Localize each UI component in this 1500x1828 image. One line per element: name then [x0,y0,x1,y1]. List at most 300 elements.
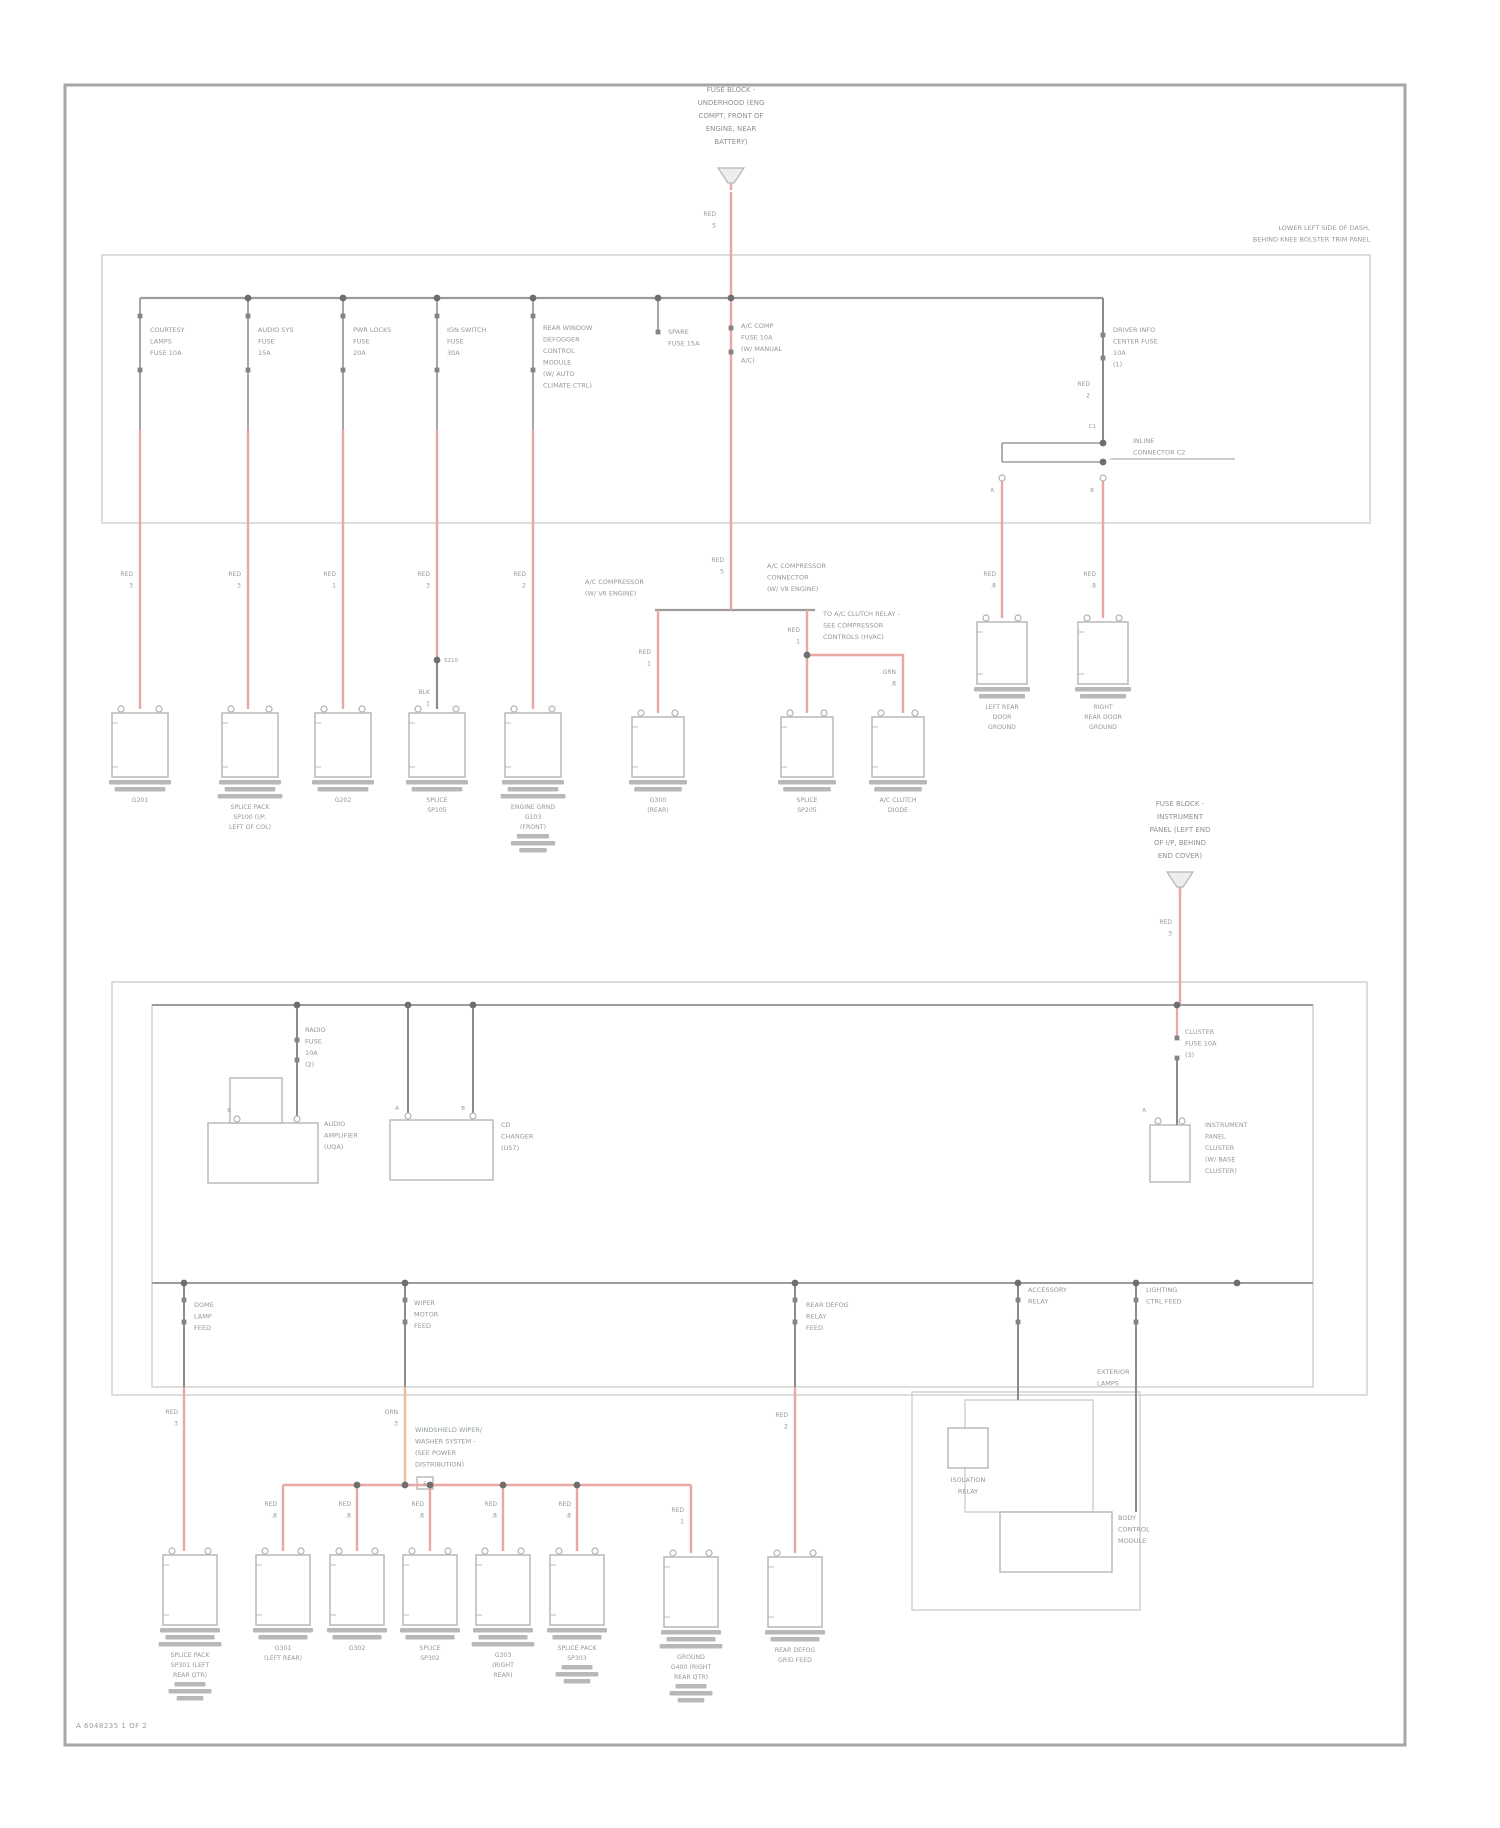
ground-component [765,1550,825,1642]
diagram-label: LAMPS [1097,1379,1119,1388]
terminal-pin [295,1038,300,1043]
diagram-label: RED [417,571,430,578]
connector-pin-icon [983,615,989,621]
diagram-label: FUSE 15A [668,339,700,348]
connector-pin-icon [453,706,459,712]
diagram-label: RED [703,211,716,218]
diagram-label: MOTOR [414,1310,439,1319]
diagram-label: 15A [258,349,271,357]
ground-component [218,706,283,799]
ground-bar-icon [765,1630,825,1635]
ground-component [974,615,1030,699]
terminal-pin [729,326,734,331]
diagram-label: REAR DEFOG [806,1301,849,1309]
ground-component [629,710,687,792]
diagram-label: BODY [1118,1514,1137,1522]
diagram-label: .8 [890,680,896,688]
diagram-label: RED [775,1412,788,1419]
diagram-label: BEHIND KNEE BOLSTER TRIM PANEL [1252,235,1370,244]
diagram-label: .8 [418,1512,424,1520]
ground-bar-icon [312,780,374,785]
ground-component [327,1548,387,1640]
component-label: LEFT REAR [985,704,1019,711]
diagram-label: FEED [414,1322,431,1330]
component-label: REAR DOOR [1084,714,1122,721]
diagram-label: RELAY [957,1487,979,1496]
diagram-label: RED [264,1501,277,1508]
ground-bar-icon [406,780,468,785]
diagram-label: (W/ MANUAL [741,345,782,353]
diagram-label: FUSE [258,337,275,346]
connector-pin-icon [1155,1118,1161,1124]
connector-pin-icon [549,706,555,712]
diagram-label: 30A [447,349,460,357]
diagram-label: (2) [305,1060,315,1069]
fuse-block-title: BATTERY) [714,138,748,146]
ground-bar-icon [564,1679,591,1684]
connector-pin-icon [266,706,272,712]
fuse-block-title: PANEL (LEFT END [1149,826,1211,834]
junction-dot [340,295,347,302]
terminal-pin [1134,1298,1139,1303]
component-label: SPLICE [796,797,818,804]
ground-component [778,710,836,792]
component-label: GRID FEED [778,1657,812,1664]
diagram-label: LIGHTING [1146,1286,1178,1294]
diagram-label: FUSE 10A [741,333,773,342]
diagram-label: RED [338,1501,351,1508]
ground-bar-icon [318,787,369,792]
diagram-label: RED [120,571,133,578]
diagram-label: FUSE 10A [150,349,182,357]
component-label: A/C CLUTCH [879,797,917,804]
component-body [550,1555,604,1625]
terminal-pin [531,368,536,373]
connector-pin-icon [156,706,162,712]
junction-dot [1234,1280,1241,1287]
diagram-label: (SEE POWER [415,1449,457,1457]
lower-right-region [912,1392,1140,1610]
diagram-label: 10A [305,1049,318,1057]
ground-bar-icon [405,1635,454,1640]
component-label: G301 [274,1645,292,1652]
connector-pin-icon [810,1550,816,1556]
ground-bar-icon [472,1642,535,1647]
fuse-block-title: FUSE BLOCK - [706,86,756,94]
diagram-label: RED [983,571,996,578]
diagram-label: RED [323,571,336,578]
component-body [256,1555,310,1625]
ground-bar-icon [332,1635,381,1640]
ground-component [547,1548,607,1684]
fuse-block-title: FUSE BLOCK - [1155,800,1205,808]
component-body [476,1555,530,1625]
component-label: REAR) [493,1672,513,1679]
diagram-label: MODULE [1118,1537,1147,1545]
diagram-label: AUDIO SYS [258,326,294,334]
diagram-part-number: A 6048235 1 OF 2 [76,1722,148,1730]
diagram-label: 1 [680,1518,684,1526]
diagram-label: AUDIO [324,1120,346,1128]
connector-pin-icon [518,1548,524,1554]
diagram-label: CLUSTER [1205,1144,1235,1152]
diagram-label: 3 [394,1420,398,1428]
ground-bar-icon [634,787,682,792]
diagram-label: WIPER [414,1299,435,1307]
connector-pin-icon [821,710,827,716]
diagram-label: A/C) [741,356,755,365]
ground-bar-icon [218,794,283,799]
ground-bar-icon [770,1637,819,1642]
terminal-pin [729,350,734,355]
diagram-label: A/C COMPRESSOR [585,578,644,586]
ground-bar-icon [552,1635,601,1640]
diagram-label: WINDSHIELD WIPER/ [415,1426,483,1434]
diagram-label: 3 [237,582,241,590]
terminal-pin [182,1320,187,1325]
diagram-label: SEE COMPRESSOR [823,621,884,630]
ground-bar-icon [175,1682,206,1687]
terminal-pin [1101,333,1106,338]
diagram-label: .8 [491,1512,497,1520]
ground-bar-icon [225,787,276,792]
junction-dot [500,1482,507,1489]
ground-bar-icon [253,1628,313,1633]
diagram-label: DRIVER INFO [1113,326,1156,334]
diagram-label: 1 [796,638,800,646]
component-label: REAR DEFOG [774,1647,816,1654]
terminal-pin [182,1298,187,1303]
diagram-label: (UQA) [324,1143,344,1151]
diagram-label: 2 [1086,392,1090,400]
ground-bar-icon [159,1642,222,1647]
component-body [977,622,1027,684]
diagram-label: RED [1083,571,1096,578]
ground-bar-icon [160,1628,220,1633]
diagram-label: (W/ V6 ENGINE) [585,589,637,598]
page-border [65,85,1405,1745]
ground-bar-icon [519,848,547,853]
diagram-label: CD [501,1121,511,1129]
ground-bar-icon [562,1665,593,1670]
ground-bar-icon [660,1644,723,1649]
diagram-label: RED [411,1501,424,1508]
ground-bar-icon [412,787,463,792]
connector-pin-icon [670,1550,676,1556]
component-label: SPLICE PACK [170,1652,210,1659]
diagram-label: (1) [1113,360,1123,369]
component-label: G300 [649,797,667,804]
connector-funnel-icon [718,168,744,183]
diagram-label: EXTERIOR [1097,1368,1130,1376]
isolation-relay-box [948,1428,988,1468]
connector-pin-icon [787,710,793,716]
terminal-pin [1134,1320,1139,1325]
terminal-pin [531,314,536,319]
ground-bar-icon [478,1635,527,1640]
ground-bar-icon [547,1628,607,1633]
diagram-label: B [461,1106,465,1112]
ground-bar-icon [502,780,564,785]
diagram-label: GRN [882,669,896,676]
connector-pin-icon [912,710,918,716]
connector-pin-icon [228,706,234,712]
ground-component [406,706,468,792]
connector-pin-icon [592,1548,598,1554]
ground-bar-icon [1080,694,1126,699]
diagram-label: ISOLATION [950,1476,986,1484]
diagram-label: 1 [426,700,430,708]
ground-bar-icon [511,841,555,846]
diagram-label: 5 [423,1481,427,1488]
diagram-label: FUSE 10A [1185,1039,1217,1048]
terminal-pin [341,314,346,319]
component-body [664,1557,718,1627]
ground-bar-icon [678,1698,705,1703]
ground-bar-icon [666,1637,715,1642]
diagram-label: CONTROLS (HVAC) [823,633,884,641]
ground-bar-icon [783,787,831,792]
ground-bar-icon [177,1696,204,1701]
connector-pin-icon [415,706,421,712]
connector-pin-icon [321,706,327,712]
diagram-label: RED [671,1507,684,1514]
diagram-label: (W/ V8 ENGINE) [767,585,819,593]
terminal-pin [403,1298,408,1303]
diagram-label: RED [484,1501,497,1508]
component-label: GROUND [988,724,1016,731]
connector-pin-icon [774,1550,780,1556]
connector-pin-icon [878,710,884,716]
diagram-label: RED [513,571,526,578]
diagram-label: ORN [384,1409,398,1416]
ground-bar-icon [661,1630,721,1635]
inner-middle-region [152,1005,1313,1387]
connector-pin-icon [1116,615,1122,621]
ground-bar-icon [974,687,1030,692]
terminal-pin [793,1298,798,1303]
component-label: (REAR) [647,807,669,814]
ground-component [869,710,927,792]
component-body [330,1555,384,1625]
connector-pin-icon [1100,475,1106,481]
junction-dot [294,1002,301,1009]
diagram-label: B [1090,488,1094,494]
diagram-label: 3 [129,582,133,590]
ground-component [400,1548,460,1640]
diagram-label: .8 [1090,582,1096,590]
component-body [222,713,278,777]
ground-component [253,1548,313,1640]
diagram-label: PWR LOCKS [353,326,392,334]
diagram-label: A/C COMPRESSOR [767,562,826,570]
ground-bar-icon [874,787,922,792]
diagram-label: REAR WINDOW [543,324,593,332]
diagram-label: A [1142,1108,1146,1114]
connector-pin-icon [336,1548,342,1554]
diagram-label: LAMPS [150,337,172,346]
terminal-pin [1175,1056,1180,1061]
diagram-label: A [395,1106,399,1112]
terminal-pin [403,1320,408,1325]
ground-bar-icon [258,1635,307,1640]
component-body [781,717,833,777]
component-label: ENGINE GRND [510,804,556,811]
connector-pin-icon [262,1548,268,1554]
diagram-label: MODULE [543,358,572,367]
diagram-label: INLINE [1133,437,1155,445]
diagram-label: TO A/C CLUTCH RELAY - [823,610,900,618]
diagram-label: (3) [1185,1051,1195,1059]
ground-bar-icon [400,1628,460,1633]
diagram-label: (W/ BASE [1205,1155,1236,1164]
diagram-label: FUSE [305,1037,322,1046]
component-label: GROUND [1089,724,1117,731]
connector-pin-icon [372,1548,378,1554]
diagram-label: RADIO [305,1026,326,1034]
connector-pin-icon [482,1548,488,1554]
junction-dot [405,1002,412,1009]
diagram-label: B [227,1108,231,1114]
junction-dot [655,295,662,302]
component-body [632,717,684,777]
connector-pin-icon [706,1550,712,1556]
component-body [112,713,168,777]
component-label: SP302 [420,1655,440,1662]
connector-pin-icon [234,1116,240,1122]
connector-pin-icon [470,1113,476,1119]
connector-pin-icon [294,1116,300,1122]
junction-dot [354,1482,361,1489]
diagram-label: RED [228,571,241,578]
connector-pin-icon [1084,615,1090,621]
fuse-block-title: INSTRUMENT [1157,813,1203,821]
diagram-label: 3 [1168,930,1172,938]
junction-dot [1100,459,1107,466]
connector-funnel-icon [1167,872,1193,887]
component-body [409,713,465,777]
diagram-label: CONNECTOR [767,573,809,582]
component-label: LEFT OF COL) [228,824,272,831]
connector-pin-icon [359,706,365,712]
ground-bar-icon [473,1628,533,1633]
fuse-block-title: ENGINE, NEAR [705,125,757,133]
junction-dot [427,1482,434,1489]
connector-pin-icon [999,475,1005,481]
ground-bar-icon [556,1672,599,1677]
diagram-label: DOME [194,1301,214,1309]
connector-pin-icon [1015,615,1021,621]
junction-dot [792,1280,799,1287]
diagram-label: BLK [418,689,430,696]
diagram-label: 2 [522,582,526,590]
diagram-label: CLIMATE CTRL) [543,381,592,390]
bcm-box [1000,1512,1112,1572]
junction-dot [181,1280,188,1287]
diagram-label: SPARE [668,328,689,336]
component-label: SP100 (I/P, [233,814,267,821]
terminal-pin [1175,1036,1180,1041]
diagram-label: 5 [720,568,724,576]
ground-bar-icon [670,1691,713,1696]
fuse-block-title: UNDERHOOD (ENG [697,99,765,107]
diagram-label: FUSE [353,337,370,346]
component-label: REAR QTR) [673,1674,709,1681]
junction-dot [434,657,441,664]
terminal-pin [246,314,251,319]
ground-bar-icon [979,694,1025,699]
diagram-label: RELAY [806,1312,827,1321]
terminal-pin [246,368,251,373]
component-label: DOOR [992,714,1012,721]
junction-dot [402,1280,409,1287]
component-label: G103 [524,814,542,821]
diagram-label: LOWER LEFT SIDE OF DASH, [1278,224,1370,232]
diagram-label: RED [558,1501,571,1508]
diagram-label: LAMP [194,1312,212,1321]
terminal-pin [793,1320,798,1325]
diagram-label: IGN SWITCH [447,326,487,334]
fuse-block-title: END COVER) [1157,852,1203,860]
terminal-pin [656,330,661,335]
terminal-pin [341,368,346,373]
diagram-label: CLUSTER) [1205,1167,1237,1175]
diagram-label: DEFOGGER [543,335,580,344]
diagram-label: 20A [353,349,366,357]
diagram-label: CONTROL [1118,1525,1150,1534]
junction-dot [574,1482,581,1489]
diagram-label: RELAY [1028,1297,1049,1306]
connector-pin-icon [298,1548,304,1554]
terminal-pin [1016,1298,1021,1303]
ground-bar-icon [169,1689,212,1694]
component-body [872,717,924,777]
diagram-label: ACCESSORY [1028,1286,1067,1294]
diagram-label: .8 [345,1512,351,1520]
component-label: G202 [334,797,352,804]
connector-pin-icon [638,710,644,716]
component-body [403,1555,457,1625]
diagram-label: C1 [1088,424,1096,430]
wire-red [807,655,903,713]
component-label: (LEFT REAR) [263,1655,303,1662]
terminal-pin [295,1058,300,1063]
ground-component [1075,615,1131,699]
ground-bar-icon [676,1684,707,1689]
connector-pin-icon [118,706,124,712]
component-label: RIGHT [1093,704,1113,711]
cd-changer-box [390,1120,493,1180]
diagram-label: 2 [784,1423,788,1431]
diagram-label: (U57) [501,1144,520,1152]
junction-dot [470,1002,477,1009]
component-label: SPLICE PACK [557,1645,597,1652]
fuse-block-title: OF I/P, BEHIND [1153,839,1207,847]
junction-dot [402,1482,409,1489]
diagram-label: 5 [712,222,716,230]
diagram-label: CONTROL [543,347,575,355]
terminal-pin [1101,356,1106,361]
junction-dot [245,295,252,302]
terminal-pin [435,368,440,373]
connector-pin-icon [672,710,678,716]
connector-pin-icon [409,1548,415,1554]
component-label: DIODE [887,807,909,814]
component-label: SP303 [567,1655,587,1662]
diagram-label: A/C COMP [741,322,774,330]
ground-bar-icon [219,780,281,785]
component-label: SPLICE [426,797,448,804]
